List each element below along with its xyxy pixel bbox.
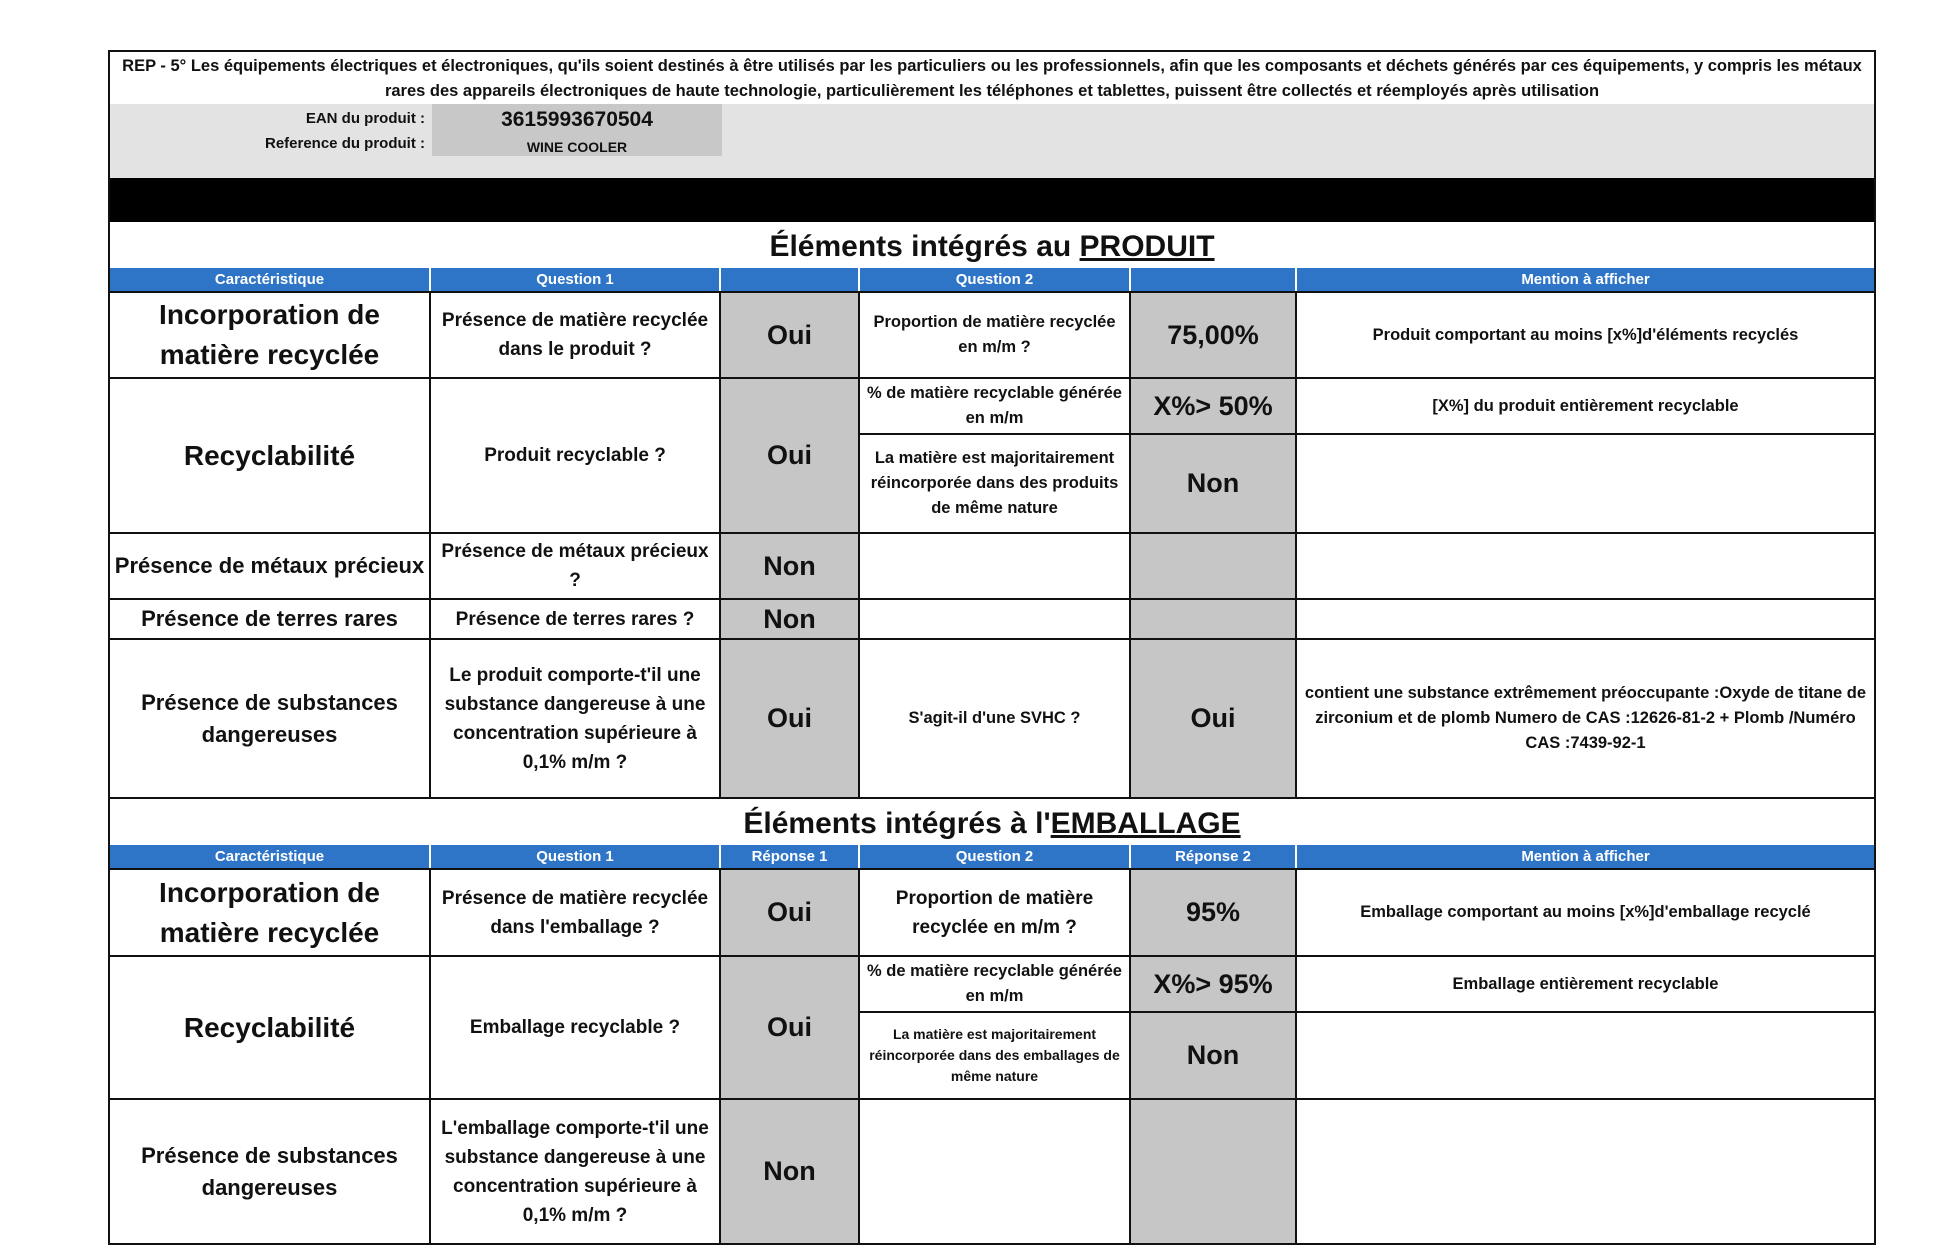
emballage-title-prefix: Éléments intégrés à l' xyxy=(743,807,1051,840)
produit-header-question2: Question 2 xyxy=(859,268,1130,292)
mention-cell: contient une substance extrêmement préoccupante :Oxyde de titane de zirconium et de plomb Numero de CAS :12626-81-2 + Plomb /Numéro CAS :7439-92-1 xyxy=(1296,639,1874,797)
question2-cell xyxy=(859,533,1130,599)
carac-cell: Recyclabilité xyxy=(110,378,430,533)
answer2-cell: Non xyxy=(1130,434,1296,533)
question2-cell: La matière est majoritairement réincorporée dans des emballages de même nature xyxy=(859,1012,1130,1099)
emballage-header-question1: Question 1 xyxy=(430,845,720,869)
carac-cell: Incorporation de matière recyclée xyxy=(110,869,430,956)
produit-title-prefix: Éléments intégrés au xyxy=(769,230,1080,263)
answer1-cell: Oui xyxy=(720,639,859,797)
answer2-cell xyxy=(1130,599,1296,639)
emballage-header-row xyxy=(110,845,1874,869)
ref-value: WINE COOLER xyxy=(432,136,722,156)
answer2-cell: 95% xyxy=(1130,869,1296,956)
question2-cell: Proportion de matière recyclée en m/m ? xyxy=(859,869,1130,956)
mention-cell xyxy=(1296,599,1874,639)
table-row xyxy=(110,639,1874,797)
produit-header-question1: Question 1 xyxy=(430,268,720,292)
question2-cell: % de matière recyclable générée en m/m xyxy=(859,956,1130,1012)
product-id-box xyxy=(110,104,1874,178)
question1-cell: Présence de matière recyclée dans l'emballage ? xyxy=(430,869,720,956)
mention-cell xyxy=(1296,1012,1874,1099)
black-separator xyxy=(110,178,1874,222)
ref-label: Reference du produit : xyxy=(264,135,425,152)
mention-cell: [X%] du produit entièrement recyclable xyxy=(1296,378,1874,434)
question2-cell: % de matière recyclable générée en m/m xyxy=(859,378,1130,434)
answer1-cell: Oui xyxy=(720,869,859,956)
emballage-header-question2: Question 2 xyxy=(859,845,1130,869)
carac-cell: Présence de terres rares xyxy=(110,599,430,639)
emballage-section-title xyxy=(110,797,1874,845)
carac-cell: Présence de métaux précieux xyxy=(110,533,430,599)
answer2-cell: Oui xyxy=(1130,639,1296,797)
table-row xyxy=(110,869,1874,956)
carac-cell: Incorporation de matière recyclée xyxy=(110,292,430,378)
answer1-cell: Non xyxy=(720,1099,859,1243)
question1-cell: Présence de matière recyclée dans le produit ? xyxy=(430,292,720,378)
table-row xyxy=(110,599,1874,639)
question2-cell: La matière est majoritairement réincorporée dans des produits de même nature xyxy=(859,434,1130,533)
emballage-header-mention: Mention à afficher xyxy=(1296,845,1874,869)
question1-cell: L'emballage comporte-t'il une substance dangereuse à une concentration supérieure à 0,1% m/m ? xyxy=(430,1099,720,1243)
produit-section-title xyxy=(110,222,1874,268)
mention-cell: Emballage comportant au moins [x%]d'emballage recyclé xyxy=(1296,869,1874,956)
ean-value: 3615993670504 xyxy=(432,104,722,136)
emballage-table xyxy=(110,845,1874,1243)
emballage-header-caracteristique: Caractéristique xyxy=(110,845,430,869)
answer1-cell: Non xyxy=(720,533,859,599)
mention-cell xyxy=(1296,533,1874,599)
answer2-cell xyxy=(1130,1099,1296,1243)
emballage-title-emph: EMBALLAGE xyxy=(1050,807,1241,840)
produit-header-caracteristique: Caractéristique xyxy=(110,268,430,292)
question1-cell: Présence de métaux précieux ? xyxy=(430,533,720,599)
produit-title-emph: PRODUIT xyxy=(1079,230,1215,263)
question2-cell xyxy=(859,599,1130,639)
produit-header-row xyxy=(110,268,1874,292)
produit-table xyxy=(110,268,1874,797)
table-row xyxy=(110,1099,1874,1243)
intro-text: REP - 5° Les équipements électriques et électroniques, qu'ils soient destinés à être utilisés par les particuliers ou les professionnels, afin que les composants et déchets générés par ces équipements, y compris les métaux rares des appareils électroniques de haute technologie, particulièrement les téléphones et tablettes, puissent être collectés et réemployés après utilisation xyxy=(122,57,1862,100)
carac-cell: Présence de substances dangereuses xyxy=(110,1099,430,1243)
mention-cell: Emballage entièrement recyclable xyxy=(1296,956,1874,1012)
question1-cell: Emballage recyclable ? xyxy=(430,956,720,1099)
answer2-cell: X%> 95% xyxy=(1130,956,1296,1012)
answer2-cell xyxy=(1130,533,1296,599)
mention-cell xyxy=(1296,434,1874,533)
question1-cell: Présence de terres rares ? xyxy=(430,599,720,639)
table-row xyxy=(110,378,1874,434)
mention-cell: Produit comportant au moins [x%]d'éléments recyclés xyxy=(1296,292,1874,378)
answer1-cell: Oui xyxy=(720,378,859,533)
carac-cell: Recyclabilité xyxy=(110,956,430,1099)
answer2-cell: 75,00% xyxy=(1130,292,1296,378)
answer1-cell: Oui xyxy=(720,292,859,378)
answer2-cell: Non xyxy=(1130,1012,1296,1099)
question1-cell: Produit recyclable ? xyxy=(430,378,720,533)
produit-header-reponse2 xyxy=(1130,268,1296,292)
table-row xyxy=(110,956,1874,1012)
question2-cell: Proportion de matière recyclée en m/m ? xyxy=(859,292,1130,378)
emballage-header-reponse2: Réponse 2 xyxy=(1130,845,1296,869)
mention-cell xyxy=(1296,1099,1874,1243)
question2-cell: S'agit-il d'une SVHC ? xyxy=(859,639,1130,797)
answer1-cell: Oui xyxy=(720,956,859,1099)
produit-header-reponse1 xyxy=(720,268,859,292)
ean-label: EAN du produit : xyxy=(305,110,425,127)
question2-cell xyxy=(859,1099,1130,1243)
produit-header-mention: Mention à afficher xyxy=(1296,268,1874,292)
answer1-cell: Non xyxy=(720,599,859,639)
emballage-header-reponse1: Réponse 1 xyxy=(720,845,859,869)
answer2-cell: X%> 50% xyxy=(1130,378,1296,434)
table-row xyxy=(110,292,1874,378)
carac-cell: Présence de substances dangereuses xyxy=(110,639,430,797)
rep-sheet xyxy=(108,50,1876,1245)
question1-cell: Le produit comporte-t'il une substance dangereuse à une concentration supérieure à 0,1% m/m ? xyxy=(430,639,720,797)
table-row xyxy=(110,533,1874,599)
